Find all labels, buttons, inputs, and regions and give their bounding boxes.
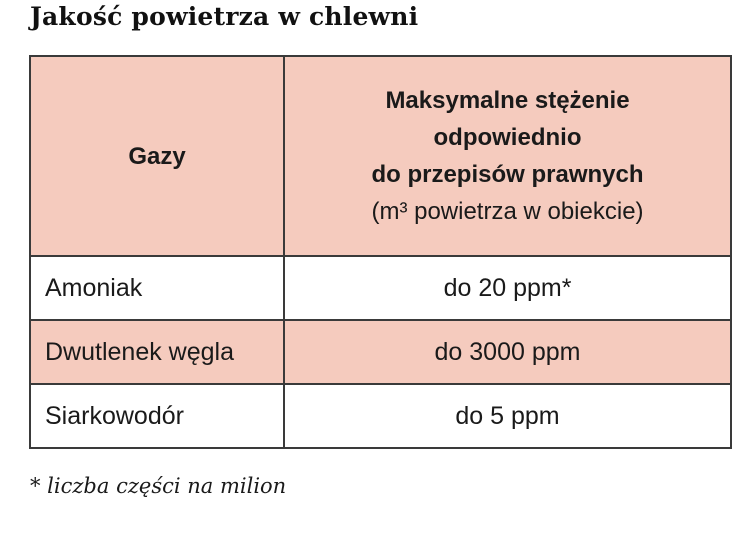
gas-cell: Siarkowodór: [30, 384, 284, 448]
header-limit: [284, 56, 731, 256]
page-title: Jakość powietrza w chlewni: [30, 2, 419, 31]
header-gas: [30, 56, 284, 256]
header-limit-line-2: odpowiednio: [433, 124, 582, 151]
table-header-row: [30, 56, 731, 256]
header-limit-line-1: Maksymalne stężenie: [385, 87, 630, 114]
table-row: [30, 320, 731, 384]
header-limit-line-3: do przepisów prawnych: [371, 161, 644, 188]
table-row: [30, 256, 731, 320]
gas-cell: Amoniak: [30, 256, 284, 320]
table-row: [30, 384, 731, 448]
header-gas-label: Gazy: [128, 142, 186, 170]
limit-cell: do 3000 ppm: [284, 320, 731, 384]
limit-cell: do 5 ppm: [284, 384, 731, 448]
air-quality-table-container: [29, 55, 730, 449]
limit-cell: do 20 ppm*: [284, 256, 731, 320]
gas-cell: Dwutlenek węgla: [30, 320, 284, 384]
air-quality-table: [29, 55, 732, 449]
header-limit-unit: (m³ powietrza w obiekcie): [371, 198, 644, 225]
footnote: * liczba części na milion: [30, 474, 287, 498]
